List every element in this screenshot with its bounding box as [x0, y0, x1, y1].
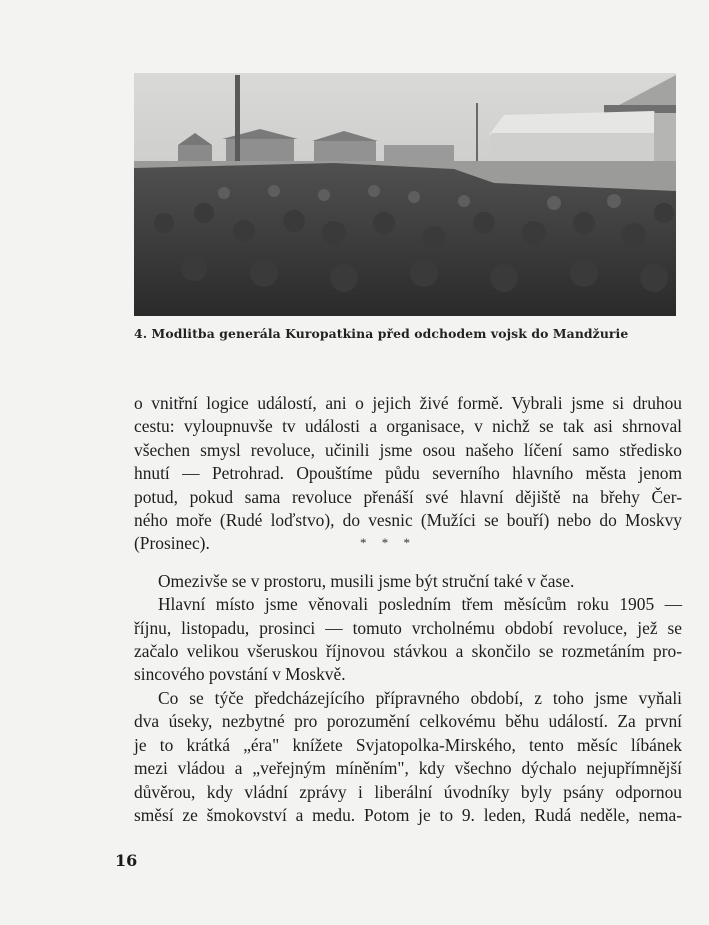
text-line: říjnu, listopadu, prosinci — tomuto vrcholnému období revoluce, jež se	[134, 617, 682, 638]
text-line: o vnitřní logice událostí, ani o jejich živé formě. Vybrali jsme si druhou	[134, 393, 682, 413]
text-line: sincového povstání v Moskvě.	[134, 664, 346, 685]
text-line: je to krátká „éra" knížete Svjatopolka-Mirského, tento měsíc líbánek	[134, 734, 682, 755]
text-line: hnutí — Petrohrad. Opouštíme půdu severního hlavního města jenom	[134, 463, 682, 484]
text-line: všechen smysl revoluce, učinili jsme osou našeho líčení samo středisko	[134, 439, 682, 460]
text-line: Co se týče předcházejícího přípravného období, z toho jsme vyňali	[158, 687, 682, 708]
photo-illustration	[134, 73, 676, 316]
text-line: Hlavní místo jsme věnovali posledním třem měsícům roku 1905 —	[158, 594, 682, 615]
text-line: ného moře (Rudé loďstvo), do vesnic (Mužíci se bouří) nebo do Moskvy	[134, 510, 682, 531]
figure-caption: 4. Modlitba generála Kuropatkina před odchodem vojsk do Mandžurie	[134, 326, 629, 341]
body-text	[134, 392, 682, 827]
text-line: cestu: vyloupnuvše tv události a organisace, v nichž se tak asi shrnoval	[134, 416, 682, 437]
text-line: dva úseky, nezbytné pro porozumění celkovému běhu událostí. Za první	[134, 711, 682, 732]
figure-photograph	[134, 73, 676, 316]
text-line: mezi vládou a „veřejným míněním", kdy všechno dýchalo nejupřímnější	[134, 758, 682, 779]
page-number: 16	[115, 851, 138, 870]
text-line: potud, pokud sama revoluce přenáší své hlavní dějiště na břehy Čer-	[134, 486, 682, 507]
section-separator: * * *	[360, 535, 416, 550]
text-line: Omezivše se v prostoru, musili jsme být struční také v čase.	[158, 570, 575, 591]
text-line: (Prosinec).	[134, 533, 210, 554]
text-line: důvěrou, kdy vládní zprávy i liberální úvodníky byly psány odpornou	[134, 781, 682, 802]
text-line: začalo velikou všeruskou říjnovou stávkou a skončilo se rozmetáním pro-	[134, 641, 682, 662]
text-line: směsí ze šmokovství a medu. Potom je to 9. leden, Rudá neděle, nema-	[134, 804, 682, 825]
